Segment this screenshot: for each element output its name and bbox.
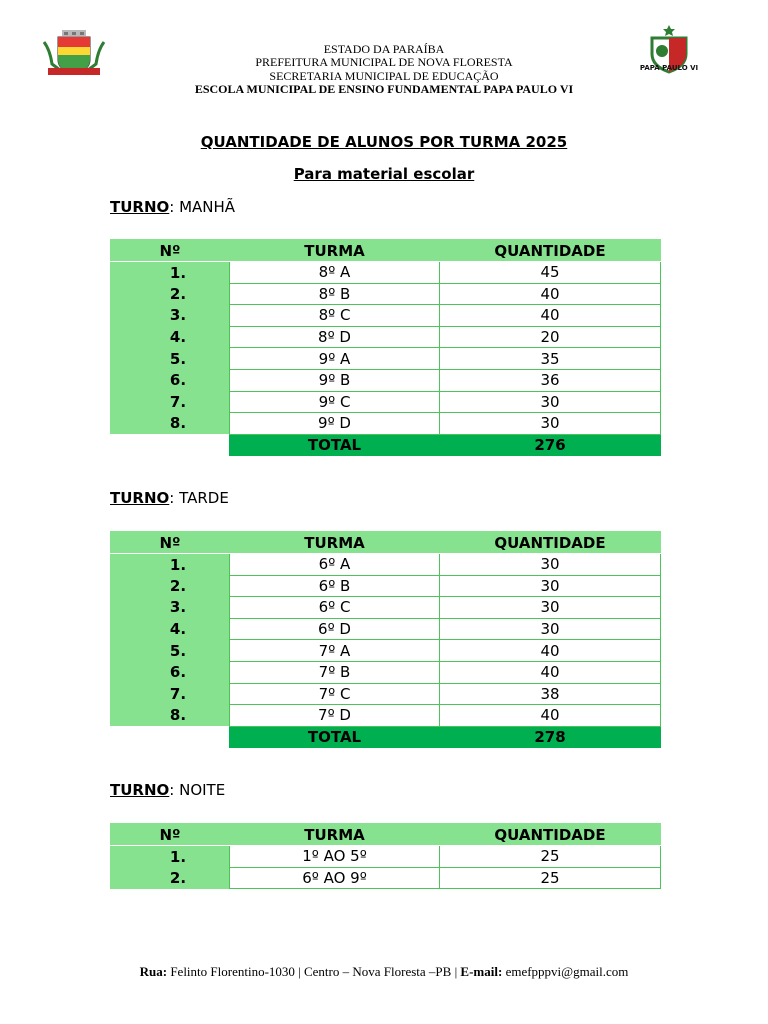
column-header-class: TURMA [230,824,440,846]
row-number: 1. [111,554,230,576]
row-number: 8. [111,705,230,727]
class-cell: 6º B [230,575,440,597]
row-number: 5. [111,640,230,662]
document-subtitle: Para material escolar [293,165,475,183]
total-label: TOTAL [230,726,440,748]
page-footer [0,964,768,980]
shift-name: : MANHÃ [169,198,236,216]
class-cell: 6º AO 9º [230,867,440,889]
row-number: 2. [111,283,230,305]
shift-heading-afternoon [110,489,229,507]
total-value: 278 [440,726,661,748]
total-value: 276 [440,434,661,456]
table-row [111,348,661,370]
column-header-quantity: QUANTIDADE [440,824,661,846]
quantity-cell: 40 [440,705,661,727]
column-header-number: Nº [111,824,230,846]
quantity-cell: 35 [440,348,661,370]
shift-label: TURNO [110,198,170,216]
street-label: Rua: [139,964,168,979]
table-row [111,618,661,640]
email-address: emefpppvi@gmail.com [502,964,629,979]
secretariat-line: SECRETARIA MUNICIPAL DE EDUCAÇÃO [269,68,499,83]
table-row [111,705,661,727]
students-table-night [110,823,661,889]
quantity-cell: 40 [440,305,661,327]
row-number: 2. [111,575,230,597]
quantity-cell: 20 [440,326,661,348]
quantity-cell: 30 [440,391,661,413]
row-number: 6. [111,661,230,683]
row-number: 4. [111,326,230,348]
shift-label: TURNO [110,781,170,799]
table-row [111,391,661,413]
class-cell: 6º A [230,554,440,576]
table-row [111,597,661,619]
quantity-cell: 30 [440,575,661,597]
quantity-cell: 45 [440,262,661,284]
quantity-cell: 25 [440,867,661,889]
class-cell: 6º C [230,597,440,619]
column-header-number: Nº [111,532,230,554]
school-name-line: ESCOLA MUNICIPAL DE ENSINO FUNDAMENTAL PAPA PAULO VI [194,82,574,97]
class-cell: 1º AO 5º [230,846,440,868]
class-cell: 6º D [230,618,440,640]
municipality-line: PREFEITURA MUNICIPAL DE NOVA FLORESTA [255,55,513,70]
table-row [111,575,661,597]
document-title: QUANTIDADE DE ALUNOS POR TURMA 2025 [200,133,568,151]
row-number: 4. [111,618,230,640]
class-cell: 8º A [230,262,440,284]
total-row [111,434,661,456]
shift-label: TURNO [110,489,170,507]
table-row [111,262,661,284]
table-row [111,683,661,705]
table-row [111,326,661,348]
shift-name: : NOITE [169,781,226,799]
column-header-class: TURMA [230,240,440,262]
students-table-afternoon [110,531,661,748]
table-row [111,846,661,868]
shift-name: : TARDE [169,489,229,507]
class-cell: 9º B [230,369,440,391]
quantity-cell: 36 [440,369,661,391]
class-cell: 9º A [230,348,440,370]
column-header-class: TURMA [230,532,440,554]
row-number: 3. [111,305,230,327]
column-header-number: Nº [111,240,230,262]
state-line: ESTADO DA PARAÍBA [323,42,445,56]
class-cell: 8º C [230,305,440,327]
quantity-cell: 40 [440,661,661,683]
class-cell: 7º A [230,640,440,662]
row-number: 2. [111,867,230,889]
quantity-cell: 30 [440,413,661,435]
class-cell: 8º B [230,283,440,305]
quantity-cell: 38 [440,683,661,705]
row-number: 1. [111,846,230,868]
school-logo-caption: PAPA PAULO VI [639,64,699,72]
table-row [111,369,661,391]
row-number: 6. [111,369,230,391]
column-header-quantity: QUANTIDADE [440,532,661,554]
address-text: Felinto Florentino-1030 | Centro – Nova Floresta –PB | [167,964,461,979]
column-header-quantity: QUANTIDADE [440,240,661,262]
letterhead [150,43,618,97]
row-number: 8. [111,413,230,435]
row-number: 7. [111,391,230,413]
municipal-coat-of-arms-icon [42,30,106,78]
class-cell: 7º C [230,683,440,705]
total-label: TOTAL [230,434,440,456]
shift-heading-morning [110,198,235,216]
table-row [111,554,661,576]
table-row [111,413,661,435]
row-number: 5. [111,348,230,370]
total-row [111,726,661,748]
table-row [111,867,661,889]
quantity-cell: 40 [440,283,661,305]
students-table-morning [110,239,661,456]
row-number: 3. [111,597,230,619]
quantity-cell: 40 [440,640,661,662]
quantity-cell: 30 [440,618,661,640]
table-row [111,283,661,305]
class-cell: 9º C [230,391,440,413]
row-number: 1. [111,262,230,284]
quantity-cell: 30 [440,554,661,576]
class-cell: 7º B [230,661,440,683]
table-row [111,661,661,683]
class-cell: 8º D [230,326,440,348]
shift-heading-night [110,781,225,799]
email-label: E-mail: [460,964,503,979]
table-row [111,305,661,327]
table-row [111,640,661,662]
class-cell: 7º D [230,705,440,727]
quantity-cell: 25 [440,846,661,868]
quantity-cell: 30 [440,597,661,619]
class-cell: 9º D [230,413,440,435]
row-number: 7. [111,683,230,705]
